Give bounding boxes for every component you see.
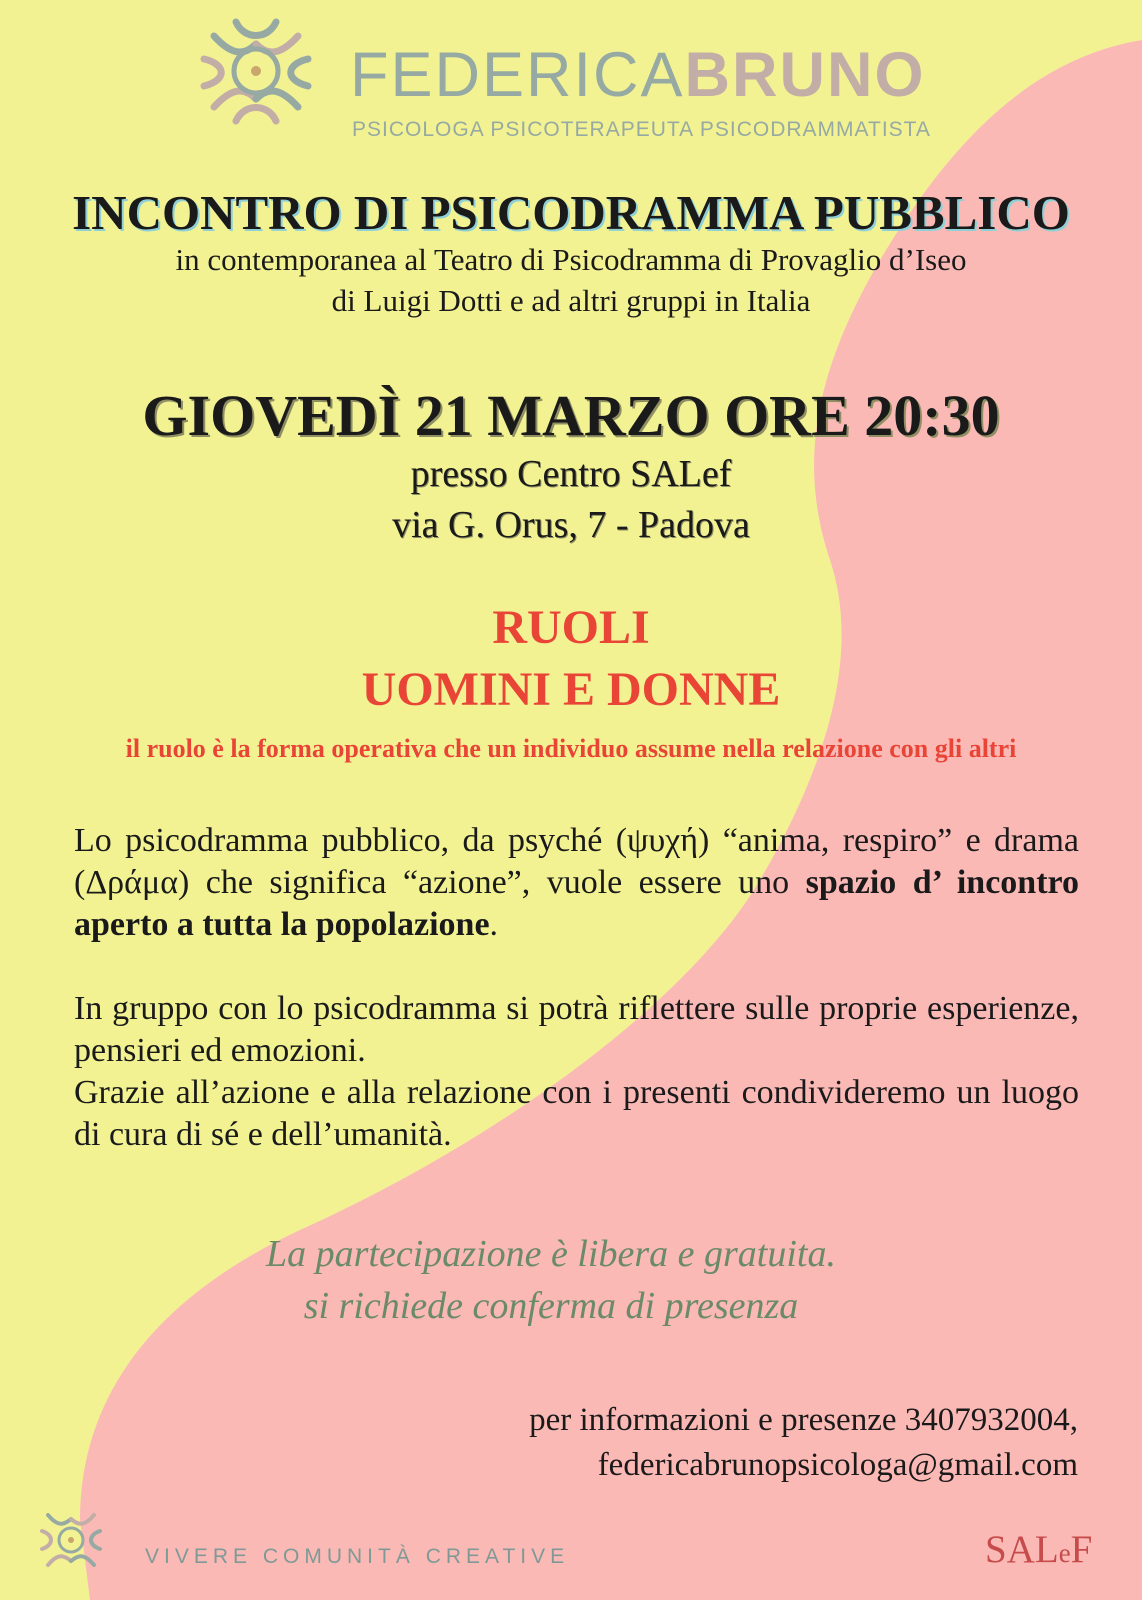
event-subtitle-line2: di Luigi Dotti e ad altri gruppi in Italia (331, 283, 811, 318)
salef-logo-small: e (1058, 1538, 1071, 1568)
paragraph-2-line2: Grazie all’azione e alla relazione con i presenti condivideremo un luogo di cura di sé e dell’umanità. (74, 1074, 1079, 1153)
paragraph-1-end: . (489, 906, 499, 943)
contact-phone: per informazioni e presenze 3407932004, (529, 1402, 1078, 1438)
venue-address: via G. Orus, 7 - Padova (392, 504, 750, 546)
event-title: INCONTRO DI PSICODRAMMA PUBBLICO (72, 185, 1070, 240)
brand-last-name: BRUNO (684, 40, 926, 110)
sun-knot-logo-icon (186, 14, 326, 129)
theme-title-line1: RUOLI (492, 601, 650, 654)
confirmation-note: si richiede conferma di presenza (303, 1285, 799, 1327)
theme-definition: il ruolo è la forma operativa che un individuo assume nella relazione con gli altri (125, 734, 1017, 763)
event-date: GIOVEDÌ 21 MARZO ORE 20:30 (142, 383, 1000, 448)
venue-name: presso Centro SALef (410, 453, 732, 495)
salef-logo-main: SAL (985, 1528, 1059, 1571)
salef-logo-end: F (1070, 1528, 1093, 1571)
description-paragraph-1 (74, 820, 1079, 946)
paragraph-1-text: Lo psicodramma pubblico, da psyché (ψυχή) “anima, respiro” e drama (Δράμα) che significa “azione”, vuole essere uno (74, 822, 1079, 901)
event-subtitle-line1: in contemporanea al Teatro di Psicodramma di Provaglio d’Iseo (175, 242, 967, 277)
participation-note: La partecipazione è libera e gratuita. (266, 1233, 836, 1275)
salef-logo (985, 1527, 1092, 1572)
footer-slogan: VIVERE COMUNITÀ CREATIVE (145, 1545, 570, 1568)
brand-first-name: FEDERICA (350, 40, 685, 110)
brand-name (350, 36, 926, 114)
contact-email: federicabrunopsicologa@gmail.com (597, 1447, 1078, 1483)
description-paragraph-2 (74, 988, 1079, 1156)
paragraph-2-line1: In gruppo con lo psicodramma si potrà riflettere sulle proprie esperienze, pensieri ed emozioni. (74, 990, 1079, 1069)
theme-title-line2: UOMINI E DONNE (361, 663, 781, 716)
brand-tagline: PSICOLOGA PSICOTERAPEUTA PSICODRAMMATISTA (352, 118, 931, 141)
paragraph-1-bold: spazio d’ incontro aperto a tutta la popolazione (74, 864, 1079, 943)
sun-knot-small-icon (34, 1503, 108, 1577)
